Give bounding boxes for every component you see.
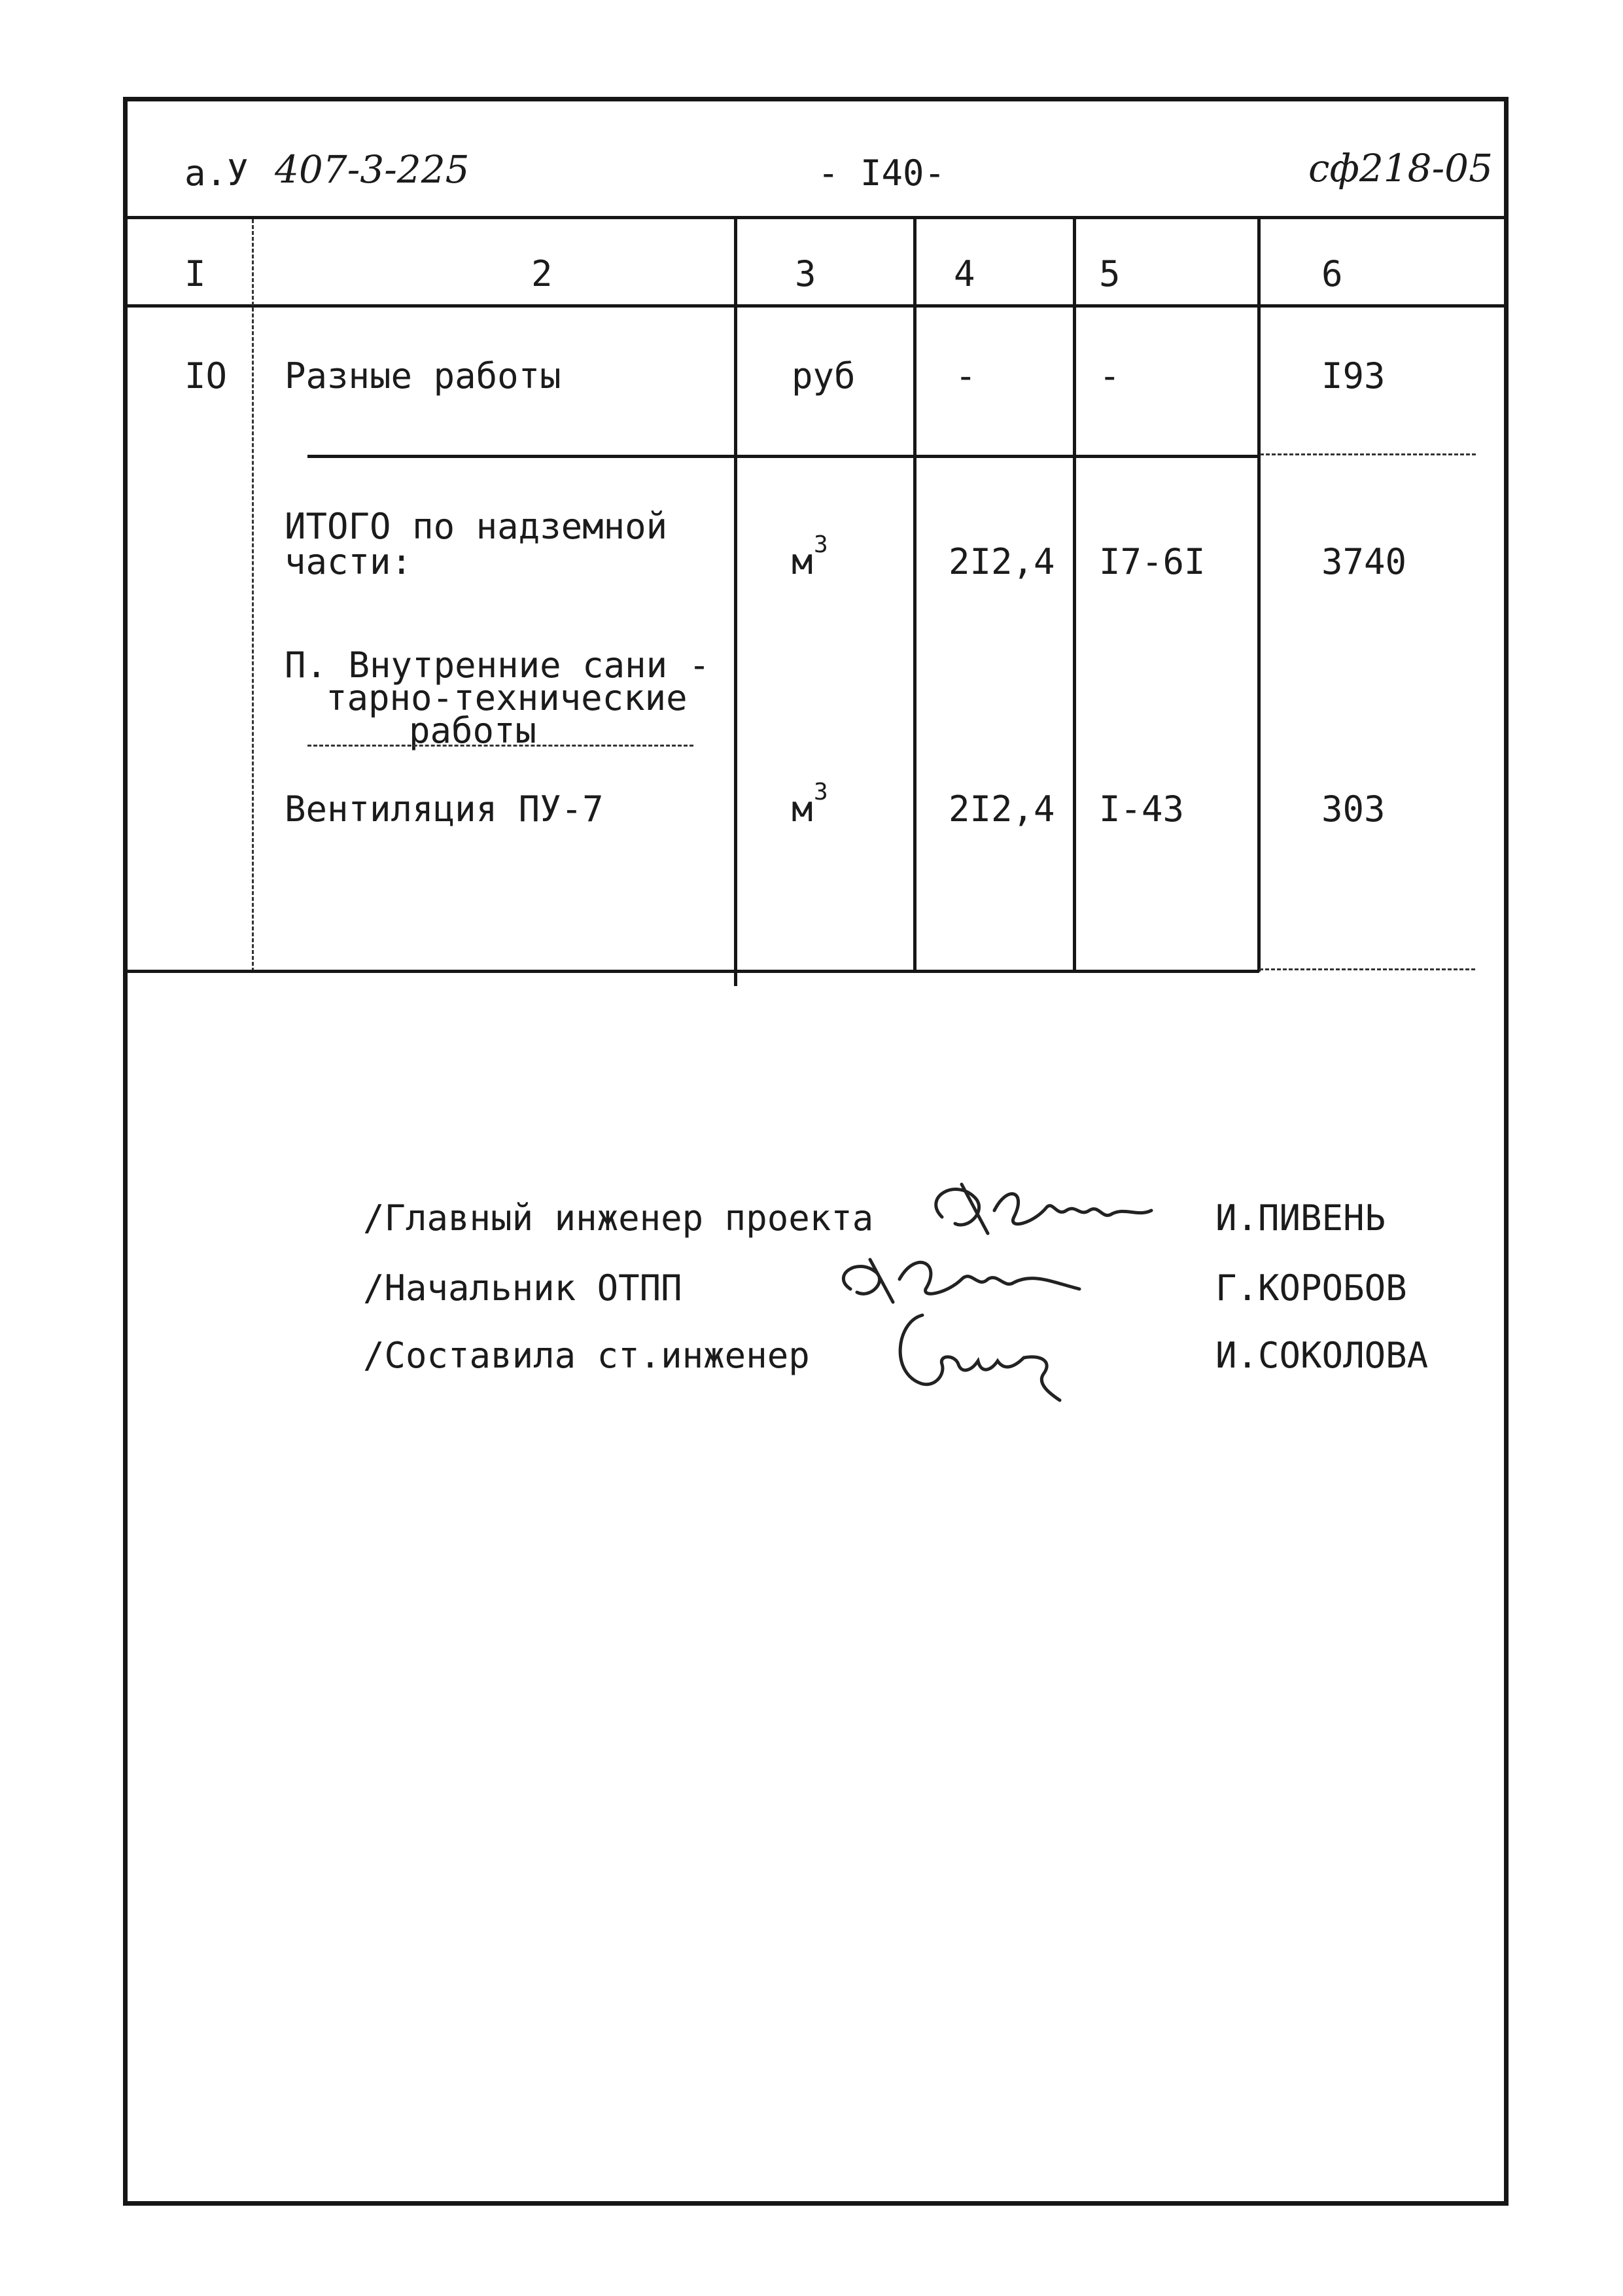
section-2-line1: П. Внутренние сани -: [285, 645, 710, 686]
column-rule-2: [734, 219, 737, 986]
col-header-5: 5: [1099, 253, 1121, 294]
column-header-divider: [128, 304, 1504, 308]
vent-qty: 2I2,4: [949, 788, 1055, 830]
signature-name-2: Г.КОРОБОВ: [1215, 1267, 1407, 1309]
table-bottom-rule-tail: [1259, 968, 1475, 970]
signature-scribble-3: [883, 1302, 1092, 1407]
row-10-price: -: [1099, 355, 1121, 397]
signature-scribble-1: [916, 1171, 1164, 1250]
section-2-line2: тарно-технические: [326, 677, 688, 718]
signature-name-1: И.ПИВЕНЬ: [1215, 1197, 1386, 1239]
row-10-name: Разные работы: [285, 355, 561, 397]
col-header-4: 4: [954, 253, 975, 294]
header-divider: [128, 216, 1504, 219]
vent-price: I-43: [1099, 788, 1185, 830]
total-unit: м: [792, 541, 813, 582]
col-header-3: 3: [795, 253, 816, 294]
signature-role-1: /Главный инженер проекта: [363, 1197, 874, 1239]
column-rule-5: [1257, 219, 1261, 972]
total-cost: 3740: [1321, 541, 1407, 582]
row-10-num: IO: [184, 355, 228, 397]
series-prefix: а.У: [184, 152, 249, 194]
series-number: 407-3-225: [275, 147, 470, 192]
column-rule-4: [1073, 219, 1076, 972]
vent-name: Вентиляция ПУ-7: [285, 788, 604, 830]
signature-role-3: /Составила ст.инженер: [363, 1335, 810, 1376]
col-header-2: 2: [531, 253, 553, 294]
document-sheet: [123, 97, 1509, 2206]
table-bottom-rule: [128, 970, 1259, 973]
total-label-line1: ИТОГО по надземной: [285, 506, 668, 547]
row-10-qty: -: [955, 355, 977, 397]
total-label-line2: части:: [285, 541, 413, 582]
sheet-code: сф218-05: [1308, 146, 1493, 190]
total-unit-exponent: 3: [814, 531, 828, 558]
section-2-line3: работы: [409, 710, 537, 751]
page-number: - I40-: [818, 152, 946, 194]
vent-cost: 303: [1321, 788, 1386, 830]
vent-unit-exponent: 3: [814, 779, 828, 805]
col-header-1: I: [184, 253, 206, 294]
total-qty: 2I2,4: [949, 541, 1055, 582]
row-10-divider-tail: [1260, 453, 1476, 455]
column-rule-3: [913, 219, 916, 972]
column-rule-1: [252, 219, 254, 972]
row-10-unit: руб: [792, 355, 856, 397]
vent-unit: м: [792, 788, 813, 830]
section-2-underline: [307, 745, 693, 747]
col-header-6: 6: [1321, 253, 1343, 294]
total-price: I7-6I: [1099, 541, 1206, 582]
signature-role-2: /Начальник ОТПП: [363, 1267, 682, 1309]
row-10-cost: I93: [1321, 355, 1386, 397]
signature-name-3: И.СОКОЛОВА: [1215, 1335, 1429, 1376]
row-10-divider: [307, 455, 1257, 458]
